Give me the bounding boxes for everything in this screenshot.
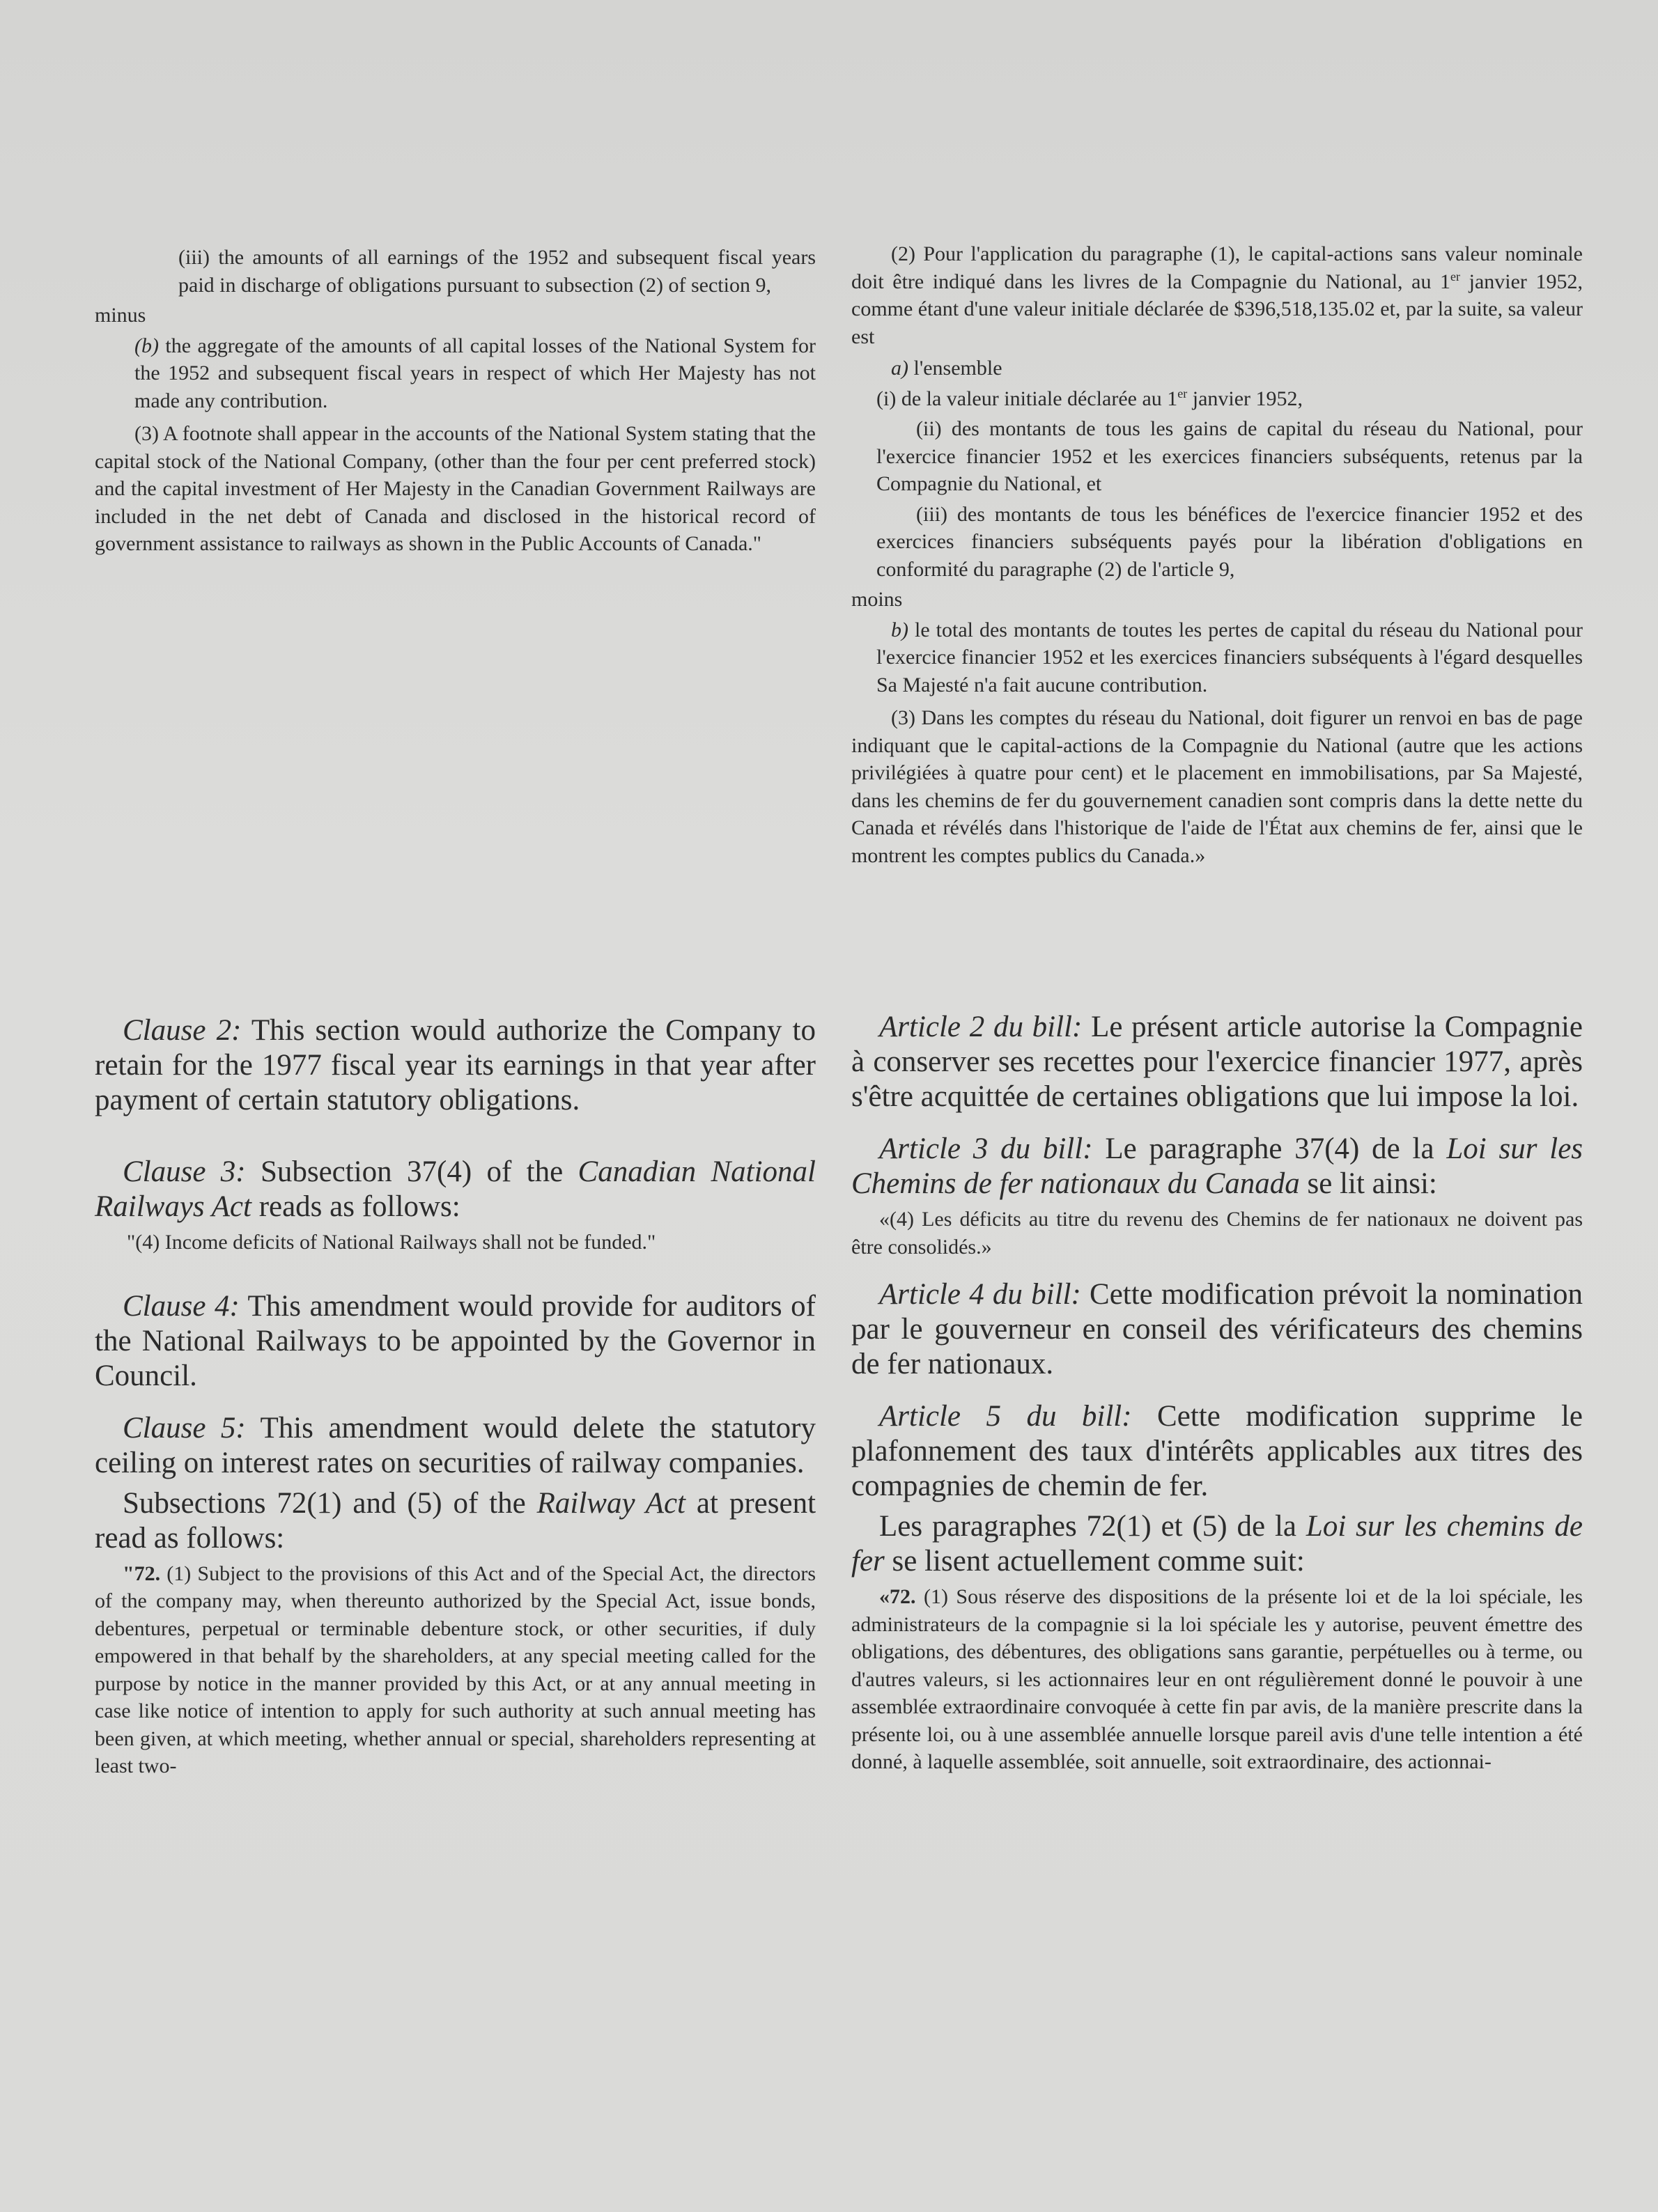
left-b-text: the aggregate of the amounts of all capital losses of the National System for the 1952 and subsequent fiscal years in respect of which Her Majesty has not made any contribution. — [134, 334, 816, 412]
section-72-fr-head: «72. — [879, 1585, 916, 1608]
right-a-text: l'ensemble — [913, 357, 1002, 380]
clause-2-text: This section would authorize the Company to retain for the 1977 fiscal year its earnings in that year after payment of certain statutory obligations. — [95, 1014, 816, 1116]
right-b-marker: b) — [891, 618, 908, 641]
clause-3-text-a: Subsection 37(4) of the — [260, 1155, 564, 1188]
paragraphes-text-b: se lisent actuellement comme suit: — [892, 1545, 1305, 1578]
right-i-a: (i) de la valeur initiale déclarée au 1 — [876, 387, 1178, 410]
article-3-act: Loi sur les Chemins de fer nationaux du Canada — [851, 1132, 1583, 1200]
section-72-french — [851, 1583, 1583, 1776]
right-item-b — [851, 616, 1583, 699]
article-2-label: Article 2 du bill: — [879, 1011, 1083, 1043]
clause-5-text: This amendment would delete the statutory ceiling on interest rates on securities of railway companies. — [95, 1411, 816, 1479]
right-item-a — [851, 355, 1583, 382]
clause-3-quote: "(4) Income deficits of National Railways shall not be funded." — [127, 1231, 656, 1254]
right-column — [851, 240, 1583, 869]
right-item-iii: (iii) des montants de tous les bénéfices de l'exercice financier 1952 et des exercices financiers subséquents payés pour la libération d'obligations en conformité du paragraphe (2) de l'article 9, — [876, 502, 1583, 581]
article-4-label: Article 4 du bill: — [879, 1278, 1081, 1311]
clause-4-label: Clause 4: — [123, 1289, 240, 1323]
right-a-marker: a) — [891, 357, 908, 380]
right-b-text: le total des montants de toutes les pertes de capital du réseau du National pour l'exercice financier 1952 et les exercices financiers subséquents à l'égard desquelles Sa Majesté n'a fait aucune contribution. — [876, 618, 1583, 696]
paragraphes-act: Loi sur les chemins de fer — [851, 1510, 1583, 1578]
clause-3-text-b: reads as follows: — [258, 1190, 460, 1223]
subsections-text-b: at present read as follows: — [95, 1486, 816, 1555]
article-4-text: Cette modification prévoit la nomination par le gouverneur en conseil des vérificateurs des chemins de fer nationaux. — [851, 1278, 1583, 1380]
subsections-act: Railway Act — [536, 1486, 685, 1520]
paragraphes-text-a: Les paragraphes 72(1) et (5) de la — [879, 1510, 1297, 1543]
right-subsection-3: (3) Dans les comptes du réseau du National, doit figurer un renvoi en bas de page indiquant que le capital-actions de la Compagnie du National (autre que les actions privilégiées à quatre pour cent) et le placement en immobilisations, par Sa Majesté, dans les chemins de fer du gouvernement canadien sont compris dans la dette nette du Canada et révélés dans l'historique de l'aide de l'État aux chemins de fer, ainsi que le montrent les comptes publics du Canada.» — [851, 706, 1583, 867]
section-72-fr-text: (1) Sous réserve des dispositions de la présente loi et de la loi spéciale, les administrateurs de la compagnie si la loi spéciale les y autorise, peuvent émettre des obligations, des débentures, des obligations sans garantie, perpétuelles ou à terme, ou d'autres valeurs, si les actionnaires leur en ont régulièrement donné le pouvoir à une assemblée extraordinaire convoquée à cette fin par avis, de la manière prescrite dans la présente loi, ou à une assemblée annuelle lorsque pareil avis d'une telle intention a été donné, à laquelle assemblée, soit annuelle, soit extraordinaire, des actionnai- — [851, 1585, 1583, 1773]
right-moins: moins — [851, 588, 903, 611]
bleed-through — [265, 160, 892, 196]
right-notes — [851, 1010, 1583, 1776]
left-top-block — [95, 244, 816, 558]
left-subsection-3: (3) A footnote shall appear in the accounts of the National System stating that the capital stock of the National Company, (other than the four per cent preferred stock) and the capital investment of Her Majesty in the Canadian Government Railways are included in the net debt of Canada and disclosed in the historical record of government assistance to railways as shown in the Public Accounts of Canada." — [95, 422, 816, 555]
left-notes — [95, 1013, 816, 1780]
clause-4 — [95, 1289, 816, 1394]
right-item-i — [851, 385, 1583, 413]
clause-2 — [95, 1013, 816, 1118]
right-item-ii: (ii) des montants de tous les gains de capital du réseau du National, pour l'exercice financier 1952 et les exercices financiers subséquents, retenus par la Compagnie du National, et — [876, 417, 1583, 495]
right-p2-b: janvier 1952, comme étant d'une valeur initiale déclarée de $396,518,135.02 et, par la suite, sa valeur est — [851, 270, 1583, 348]
subsections-text-a: Subsections 72(1) and (5) of the — [123, 1486, 526, 1520]
left-column — [95, 244, 816, 558]
article-3-text-a: Le paragraphe 37(4) de la — [1105, 1132, 1434, 1165]
article-5 — [851, 1399, 1583, 1504]
right-p2-a: (2) Pour l'application du paragraphe (1), le capital-actions sans valeur nominale doit être indiqué dans les livres de la Compagnie du National, au 1 — [851, 242, 1583, 293]
section-72-text: (1) Subject to the provisions of this Act and of the Special Act, the directors of the company may, when thereunto authorized by the Special Act, issue bonds, debentures, perpetual or terminable debenture stock, or other securities, if duly empowered in that behalf by the shareholders, at any special meeting called for the purpose by notice in the manner provided by this Act, or at any annual meeting in case like notice of intention to apply for such authority at such annual meeting has been given, at which meeting, whether annual or special, shareholders representing at least two- — [95, 1561, 816, 1777]
article-5-label: Article 5 du bill: — [879, 1400, 1132, 1433]
article-5-text: Cette modification supprime le plafonnement des taux d'intérêts applicables aux titres des compagnies de chemin de fer. — [851, 1400, 1583, 1502]
paragraphes-intro — [851, 1509, 1583, 1579]
clause-5-label: Clause 5: — [123, 1411, 246, 1444]
article-3-label: Article 3 du bill: — [879, 1132, 1093, 1165]
right-i-b: janvier 1952, — [1187, 387, 1303, 410]
article-3 — [851, 1132, 1583, 1201]
right-subsection-2 — [851, 240, 1583, 350]
subsections-intro — [95, 1486, 816, 1556]
clause-3-act: Canadian National Railways Act — [95, 1155, 816, 1223]
clause-2-label: Clause 2: — [123, 1014, 242, 1047]
article-2 — [851, 1010, 1583, 1114]
clause-3 — [95, 1155, 816, 1224]
left-item-b — [95, 332, 816, 415]
left-b-marker: (b) — [134, 334, 159, 357]
right-p2-sup: er — [1450, 269, 1461, 283]
article-3-text-b: se lit ainsi: — [1307, 1167, 1437, 1200]
section-72-head: "72. — [123, 1561, 161, 1585]
left-minus: minus — [95, 304, 146, 327]
clause-3-label: Clause 3: — [123, 1155, 246, 1188]
clause-4-text: This amendment would provide for auditors of the National Railways to be appointed by the Governor in Council. — [95, 1289, 816, 1392]
left-item-iii: (iii) the amounts of all earnings of the 1952 and subsequent fiscal years paid in discharge of obligations pursuant to subsection (2) of section 9, — [178, 246, 816, 297]
right-i-sup: er — [1177, 386, 1188, 400]
clause-5 — [95, 1411, 816, 1481]
section-72-english — [95, 1560, 816, 1780]
article-2-text: Le présent article autorise la Compagnie à conserver ses recettes pour l'exercice financier 1977, après s'être acquittée de certaines obligations que lui impose la loi. — [851, 1011, 1583, 1113]
article-3-quote: «(4) Les déficits au titre du revenu des Chemins de fer nationaux ne doivent pas être consolidés.» — [851, 1208, 1583, 1259]
article-4 — [851, 1277, 1583, 1382]
